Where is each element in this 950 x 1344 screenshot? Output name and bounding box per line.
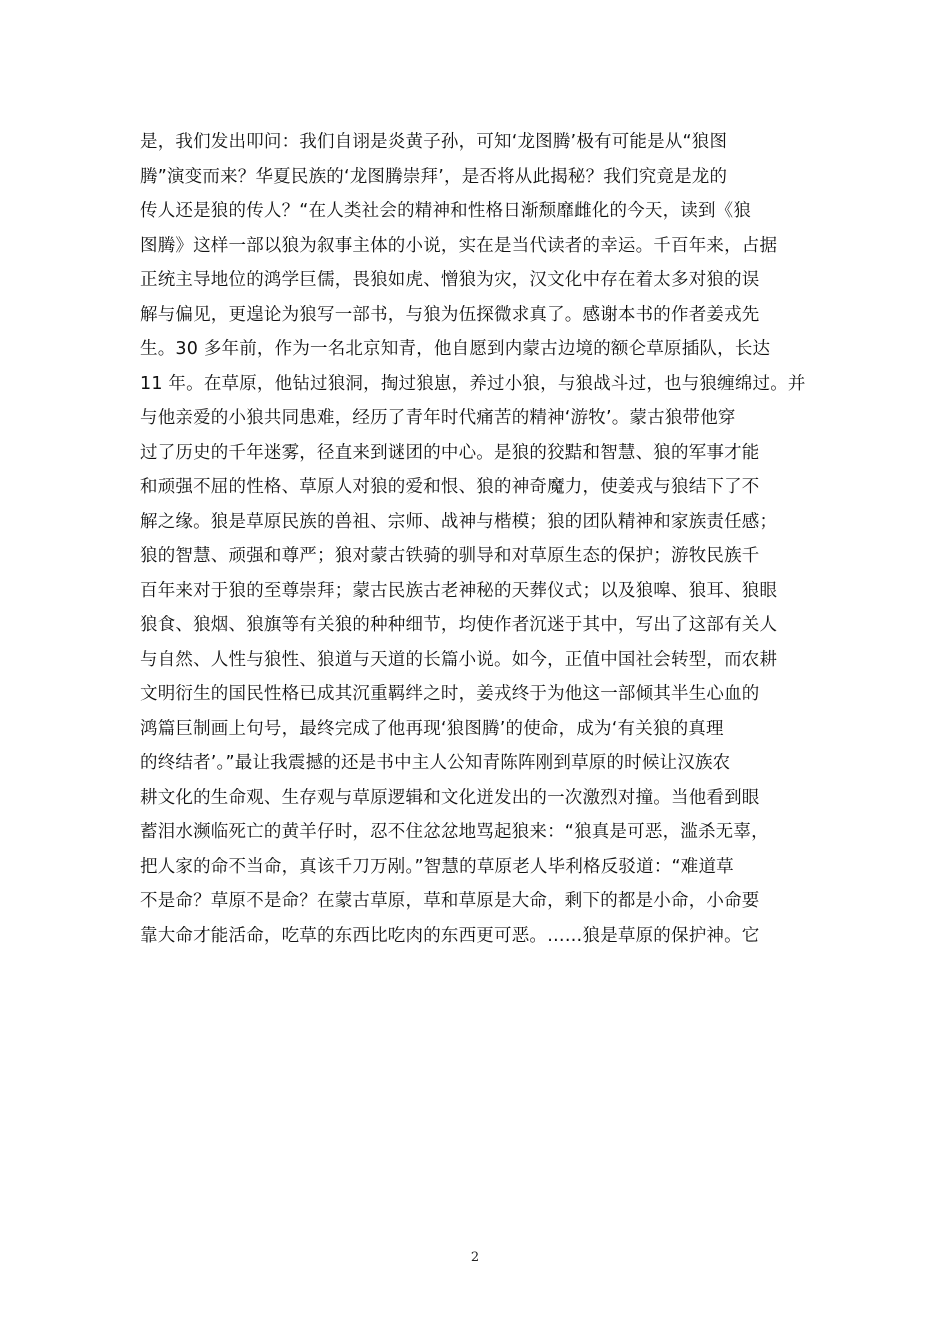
text-line: 蓄泪水濒临死亡的黄羊仔时，忍不住忿忿地骂起狼来：“狼真是可恶，滥杀无辜， <box>140 822 769 842</box>
text-line: 把人家的命不当命，真该千刀万剐。”智慧的草原老人毕利格反驳道：“难道草 <box>140 856 734 877</box>
body-paragraph <box>140 125 810 953</box>
text-line: 靠大命才能活命，吃草的东西比吃肉的东西更可恶。……狼是草原的保护神。它 <box>140 925 760 946</box>
text-line: 腾”演变而来？华夏民族的‘龙图腾崇拜’，是否将从此揭秘？我们究竟是龙的 <box>140 166 728 187</box>
text-line: 鸿篇巨制画上句号，最终完成了他再现‘狼图腾’的使命，成为‘有关狼的真理 <box>140 718 724 739</box>
text-line: 的终结者’。”最让我震撼的还是书中主人公知青陈阵刚到草原的时候让汉族农 <box>140 753 731 773</box>
text-line: 传人还是狼的传人？“在人类社会的精神和性格日渐颓靡雌化的今天，读到《狼 <box>140 201 752 221</box>
page-number: 2 <box>470 1250 480 1265</box>
text-line: 正统主导地位的鸿学巨儒，畏狼如虎、憎狼为灾，汉文化中存在着太多对狼的误 <box>140 270 760 290</box>
text-line: 解与偏见，更遑论为狼写一部书，与狼为伍探微求真了。感谢本书的作者姜戎先 <box>140 304 760 325</box>
text-line: 图腾》这样一部以狼为叙事主体的小说，实在是当代读者的幸运。千百年来，占据 <box>140 235 778 256</box>
text-line: 耕文化的生命观、生存观与草原逻辑和文化迸发出的一次激烈对撞。当他看到眼 <box>140 787 760 808</box>
text-line: 不是命？草原不是命？在蒙古草原，草和草原是大命，剩下的都是小命，小命要 <box>140 891 760 911</box>
text-line: 文明衍生的国民性格已成其沉重羁绊之时，姜戎终于为他这一部倾其半生心血的 <box>140 684 760 704</box>
text-line: 是，我们发出叩问：我们自诩是炎黄子孙，可知‘龙图腾’极有可能是从“狼图 <box>140 132 728 152</box>
text-line: 解之缘。狼是草原民族的兽祖、宗师、战神与楷模；狼的团队精神和家族责任感； <box>140 511 778 532</box>
text-line: 过了历史的千年迷雾，径直来到谜团的中心。是狼的狡黠和智慧、狼的军事才能 <box>140 442 760 463</box>
text-line: 与他亲爱的小狼共同患难，经历了青年时代痛苦的精神‘游牧’。蒙古狼带他穿 <box>140 408 736 428</box>
text-line: 与自然、人性与狼性、狼道与天道的长篇小说。如今，正值中国社会转型，而农耕 <box>140 649 778 670</box>
text-line: 和顽强不屈的性格、草原人对狼的爱和恨、狼的神奇魔力，使姜戎与狼结下了不 <box>140 477 760 497</box>
text-line: 百年来对于狼的至尊崇拜；蒙古民族古老神秘的天葬仪式；以及狼嗥、狼耳、狼眼 <box>140 580 778 601</box>
text-line: 生。30 多年前，作为一名北京知青，他自愿到内蒙古边境的额仑草原插队，长达 <box>140 339 771 359</box>
text-line: 狼食、狼烟、狼旗等有关狼的种种细节，均使作者沉迷于其中，写出了这部有关人 <box>140 615 778 635</box>
text-line: 狼的智慧、顽强和尊严；狼对蒙古铁骑的驯导和对草原生态的保护；游牧民族千 <box>140 546 760 566</box>
text-line: 11 年。在草原，他钻过狼洞，掏过狼崽，养过小狼，与狼战斗过，也与狼缠绵过。并 <box>140 373 806 394</box>
